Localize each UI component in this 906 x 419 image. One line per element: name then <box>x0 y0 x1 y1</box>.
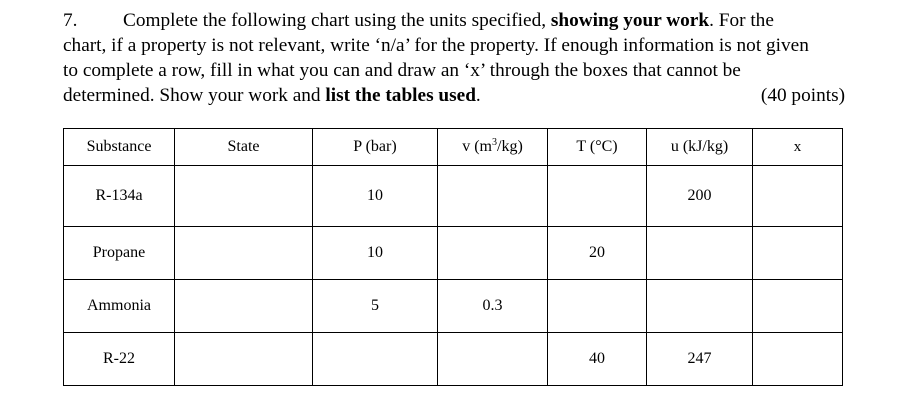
header-state: State <box>175 129 313 166</box>
cell-state[interactable] <box>175 166 313 227</box>
cell-energy: 200 <box>647 166 753 227</box>
problem-line-3: to complete a row, fill in what you can and draw an ‘x’ through the boxes that cannot be <box>63 60 741 81</box>
table-row <box>64 166 843 227</box>
cell-state[interactable] <box>175 227 313 280</box>
cell-energy: 247 <box>647 333 753 386</box>
problem-line-4 <box>63 83 845 108</box>
table-row <box>64 333 843 386</box>
problem-text: . For the <box>709 10 774 31</box>
problem-statement <box>63 8 845 108</box>
cell-temperature: 20 <box>548 227 647 280</box>
cell-quality[interactable] <box>753 166 843 227</box>
problem-emphasis: showing your work <box>550 10 710 31</box>
problem-line-2: chart, if a property is not relevant, write ‘n/a’ for the property. If enough information is not given <box>63 35 809 56</box>
cell-state[interactable] <box>175 280 313 333</box>
header-row <box>64 129 843 166</box>
points-label: (40 points) <box>760 85 845 106</box>
cell-substance: R-22 <box>64 333 175 386</box>
cell-temperature[interactable] <box>548 280 647 333</box>
cell-substance: Ammonia <box>64 280 175 333</box>
header-pressure: P (bar) <box>313 129 438 166</box>
cell-substance: Propane <box>64 227 175 280</box>
problem-text: determined. Show your work and <box>63 85 321 106</box>
cell-quality[interactable] <box>753 227 843 280</box>
header-volume-prefix: v (m <box>462 138 492 155</box>
table-row <box>64 227 843 280</box>
cell-state[interactable] <box>175 333 313 386</box>
problem-line-1 <box>63 8 845 33</box>
header-substance: Substance <box>64 129 175 166</box>
header-volume-suffix: /kg) <box>497 138 523 155</box>
cell-pressure[interactable] <box>313 333 438 386</box>
header-quality: x <box>753 129 843 166</box>
cell-quality[interactable] <box>753 280 843 333</box>
problem-text: . <box>475 85 481 106</box>
problem-number: 7. <box>63 10 78 31</box>
problem-emphasis: list the tables used <box>325 85 476 106</box>
cell-pressure: 5 <box>313 280 438 333</box>
cell-temperature: 40 <box>548 333 647 386</box>
cell-volume: 0.3 <box>438 280 548 333</box>
property-chart <box>63 128 843 386</box>
header-temperature: T (°C) <box>548 129 647 166</box>
cell-energy[interactable] <box>647 227 753 280</box>
cell-pressure: 10 <box>313 166 438 227</box>
header-volume-exponent: 3 <box>492 137 497 148</box>
header-specific-volume <box>438 129 548 166</box>
cell-quality[interactable] <box>753 333 843 386</box>
header-internal-energy: u (kJ/kg) <box>647 129 753 166</box>
cell-volume[interactable] <box>438 227 548 280</box>
cell-pressure: 10 <box>313 227 438 280</box>
cell-substance: R-134a <box>64 166 175 227</box>
problem-text: Complete the following chart using the units specified, <box>123 10 547 31</box>
cell-energy[interactable] <box>647 280 753 333</box>
cell-temperature[interactable] <box>548 166 647 227</box>
cell-volume[interactable] <box>438 333 548 386</box>
problem-line-4-text <box>63 83 481 108</box>
cell-volume[interactable] <box>438 166 548 227</box>
table-row <box>64 280 843 333</box>
